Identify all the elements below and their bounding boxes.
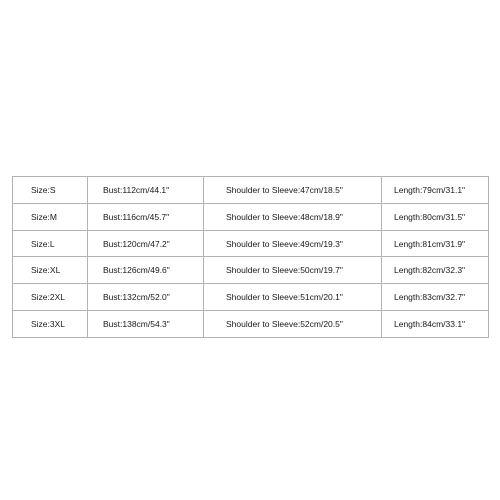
table-row — [13, 284, 489, 311]
length-cell: Length:81cm/31.9" — [382, 230, 489, 257]
bust-cell: Bust:138cm/54.3" — [88, 311, 204, 338]
length-cell: Length:79cm/31.1" — [382, 177, 489, 204]
length-cell: Length:82cm/32.3" — [382, 257, 489, 284]
table-row — [13, 311, 489, 338]
table-row — [13, 257, 489, 284]
length-cell: Length:80cm/31.5" — [382, 203, 489, 230]
bust-cell: Bust:120cm/47.2" — [88, 230, 204, 257]
length-cell: Length:84cm/33.1" — [382, 311, 489, 338]
bust-cell: Bust:126cm/49.6" — [88, 257, 204, 284]
shoulder-to-sleeve-cell: Shoulder to Sleeve:50cm/19.7" — [204, 257, 382, 284]
length-cell: Length:83cm/32.7" — [382, 284, 489, 311]
shoulder-to-sleeve-cell: Shoulder to Sleeve:48cm/18.9" — [204, 203, 382, 230]
table-row — [13, 230, 489, 257]
shoulder-to-sleeve-cell: Shoulder to Sleeve:51cm/20.1" — [204, 284, 382, 311]
size-chart-table — [12, 176, 489, 338]
bust-cell: Bust:112cm/44.1" — [88, 177, 204, 204]
size-cell: Size:2XL — [13, 284, 88, 311]
size-cell: Size:S — [13, 177, 88, 204]
size-cell: Size:XL — [13, 257, 88, 284]
bust-cell: Bust:116cm/45.7" — [88, 203, 204, 230]
bust-cell: Bust:132cm/52.0" — [88, 284, 204, 311]
size-cell: Size:3XL — [13, 311, 88, 338]
shoulder-to-sleeve-cell: Shoulder to Sleeve:52cm/20.5" — [204, 311, 382, 338]
table-row — [13, 203, 489, 230]
shoulder-to-sleeve-cell: Shoulder to Sleeve:47cm/18.5" — [204, 177, 382, 204]
shoulder-to-sleeve-cell: Shoulder to Sleeve:49cm/19.3" — [204, 230, 382, 257]
size-cell: Size:M — [13, 203, 88, 230]
size-cell: Size:L — [13, 230, 88, 257]
table-row — [13, 177, 489, 204]
